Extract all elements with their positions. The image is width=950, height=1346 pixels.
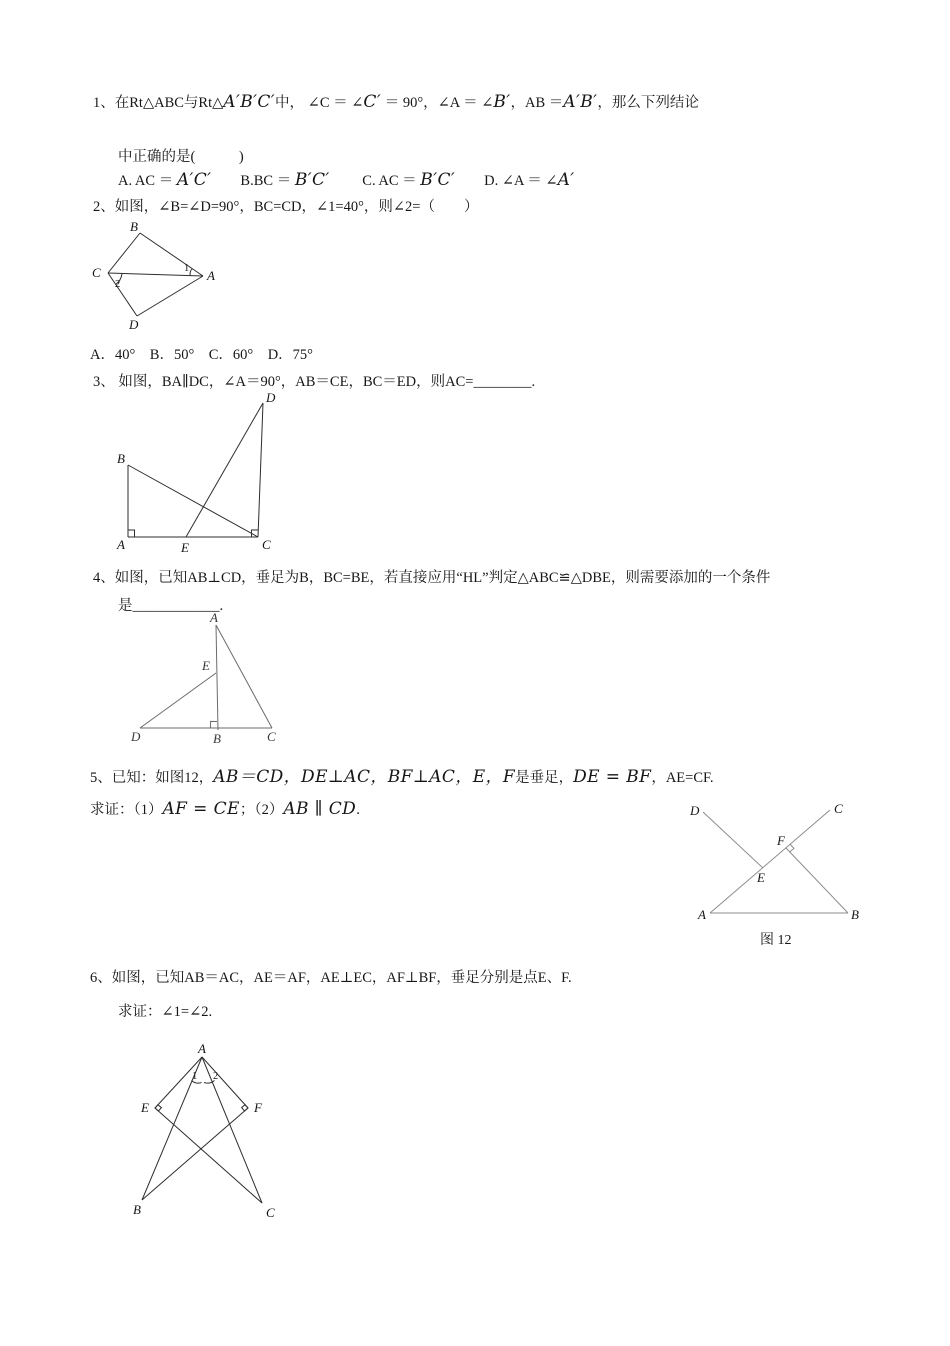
math-expression: AB＝CD，DE⊥AC，BF⊥AC，E，F <box>213 767 516 787</box>
segment-DE <box>186 403 263 537</box>
segment-BC <box>108 233 140 273</box>
segment-AC <box>710 810 830 913</box>
vertex-label-C: C <box>262 537 271 552</box>
vertex-label-A: A <box>207 268 215 283</box>
figure-problem-3 <box>110 390 290 560</box>
problem-2-options: A．40° B．50° C．60° D．75° <box>90 347 313 363</box>
figure-problem-4 <box>125 612 290 747</box>
problem-5-statement <box>90 765 714 790</box>
right-angle-mark-A <box>128 530 135 537</box>
math-expression: B′C′ <box>420 170 456 190</box>
math-expression: DE = BF <box>573 767 652 787</box>
vertex-label-F: F <box>254 1100 262 1115</box>
text-run: A. AC ＝ <box>118 173 177 189</box>
problem-1-statement <box>93 90 699 115</box>
right-angle-mark-F <box>242 1105 248 1111</box>
segment-BA <box>140 233 203 276</box>
vertex-label-A: A <box>210 610 218 625</box>
problem-4-statement-cont: 是____________. <box>118 598 224 614</box>
segment-AC <box>202 1057 262 1203</box>
vertex-label-D: D <box>129 317 139 332</box>
text-run: 中， ∠C ＝ ∠ <box>275 95 364 111</box>
segment-EC <box>155 1108 262 1203</box>
problem-3-statement: 3、 如图，BA∥DC，∠A＝90°，AB＝CE，BC＝ED，则AC=________. <box>93 374 536 390</box>
vertex-label-C: C <box>834 801 843 816</box>
segment-DE <box>703 812 763 868</box>
angle-2-label: 2 <box>213 1071 219 1082</box>
figure-6-geometry <box>142 1057 262 1203</box>
text-run: ＝ 90°，∠A ＝ ∠ <box>381 95 494 111</box>
figure-4-geometry <box>140 625 272 730</box>
text-run: . <box>356 802 360 818</box>
segment-FB <box>142 1108 248 1200</box>
text-run: 是垂足， <box>515 770 574 786</box>
figure-problem-2 <box>85 218 230 340</box>
vertex-label-F: F <box>777 833 785 848</box>
angle-1-arc <box>190 269 193 276</box>
math-expression: B′C′ <box>294 170 330 190</box>
vertex-label-E: E <box>202 658 210 673</box>
right-angle-mark-F <box>790 844 794 852</box>
figure-12-caption: 图 12 <box>760 933 792 948</box>
text-run: ，AB ＝ <box>510 95 564 111</box>
math-expression: C′ <box>363 92 382 112</box>
vertex-label-E: E <box>141 1100 149 1115</box>
segment-AC <box>216 625 272 728</box>
segment-AB <box>216 625 218 730</box>
problem-1-options <box>118 168 575 193</box>
vertex-label-C: C <box>267 729 276 744</box>
vertex-label-E: E <box>181 540 189 555</box>
problem-2-statement: 2、如图，∠B=∠D=90°，BC=CD，∠1=40°，则∠2=（ ） <box>93 199 479 215</box>
math-expression: A′B′ <box>563 92 598 112</box>
figure-problem-6 <box>120 1042 295 1232</box>
problem-5-prove <box>90 797 360 822</box>
problem-6-statement: 6、如图，已知AB＝AC，AE＝AF，AE⊥EC，AF⊥BF，垂足分别是点E、F. <box>90 970 572 986</box>
vertex-label-A: A <box>198 1041 206 1056</box>
segment-BC <box>128 465 258 537</box>
text-run: 1、在Rt△ABC与Rt△ <box>93 95 224 111</box>
figure-5-geometry <box>703 810 848 913</box>
math-expression: AF = CE <box>162 799 240 819</box>
problem-4-statement: 4、如图，已知AB⊥CD，垂足为B，BC=BE，若直接应用“HL”判定△ABC≌△DBE，则需要添加的一个条件 <box>93 570 771 586</box>
vertex-label-B: B <box>213 731 221 746</box>
vertex-label-B: B <box>117 451 125 466</box>
right-angle-mark-B <box>211 721 218 728</box>
math-expression: A′C′ <box>176 170 212 190</box>
vertex-label-D: D <box>131 729 141 744</box>
angle-1-label: 1 <box>184 263 190 274</box>
segment-AF <box>202 1057 248 1108</box>
angle-1-label: 1 <box>192 1071 198 1082</box>
math-expression: AB ∥ CD <box>283 799 357 819</box>
math-expression: B′ <box>493 92 511 112</box>
text-run: B.BC ＝ <box>211 173 295 189</box>
right-angle-mark-E <box>155 1105 161 1111</box>
vertex-label-A: A <box>117 537 125 552</box>
segment-CD <box>108 273 137 316</box>
vertex-label-A: A <box>698 907 706 922</box>
figure-3-geometry <box>128 403 263 537</box>
vertex-label-B: B <box>130 219 138 234</box>
math-expression: A′ <box>557 170 575 190</box>
segment-DE <box>140 673 216 728</box>
problem-1-statement-cont: 中正确的是( ) <box>118 149 244 165</box>
segment-BF <box>786 848 848 913</box>
text-run: D. ∠A ＝ ∠ <box>455 173 558 189</box>
figure-2-geometry <box>108 233 203 316</box>
vertex-label-D: D <box>266 390 276 405</box>
vertex-label-B: B <box>851 907 859 922</box>
text-run: ，AE=CF. <box>651 770 714 786</box>
segment-DC <box>258 403 263 537</box>
vertex-label-E: E <box>757 870 765 885</box>
text-run: C. AC ＝ <box>329 173 421 189</box>
vertex-label-D: D <box>690 803 700 818</box>
math-expression: A′B′C′ <box>223 92 276 112</box>
text-run: 求证：（1） <box>90 802 163 818</box>
segment-DA <box>137 276 203 316</box>
vertex-label-B: B <box>133 1202 141 1217</box>
problem-6-prove: 求证：∠1=∠2. <box>118 1004 213 1020</box>
text-run: ，那么下列结论 <box>597 95 699 111</box>
text-run: 5、已知：如图12， <box>90 770 214 786</box>
figure-problem-5 <box>685 798 870 930</box>
angle-2-label: 2 <box>115 279 121 290</box>
vertex-label-C: C <box>266 1205 275 1220</box>
text-run: ；（2） <box>239 802 284 818</box>
vertex-label-C: C <box>92 265 101 280</box>
